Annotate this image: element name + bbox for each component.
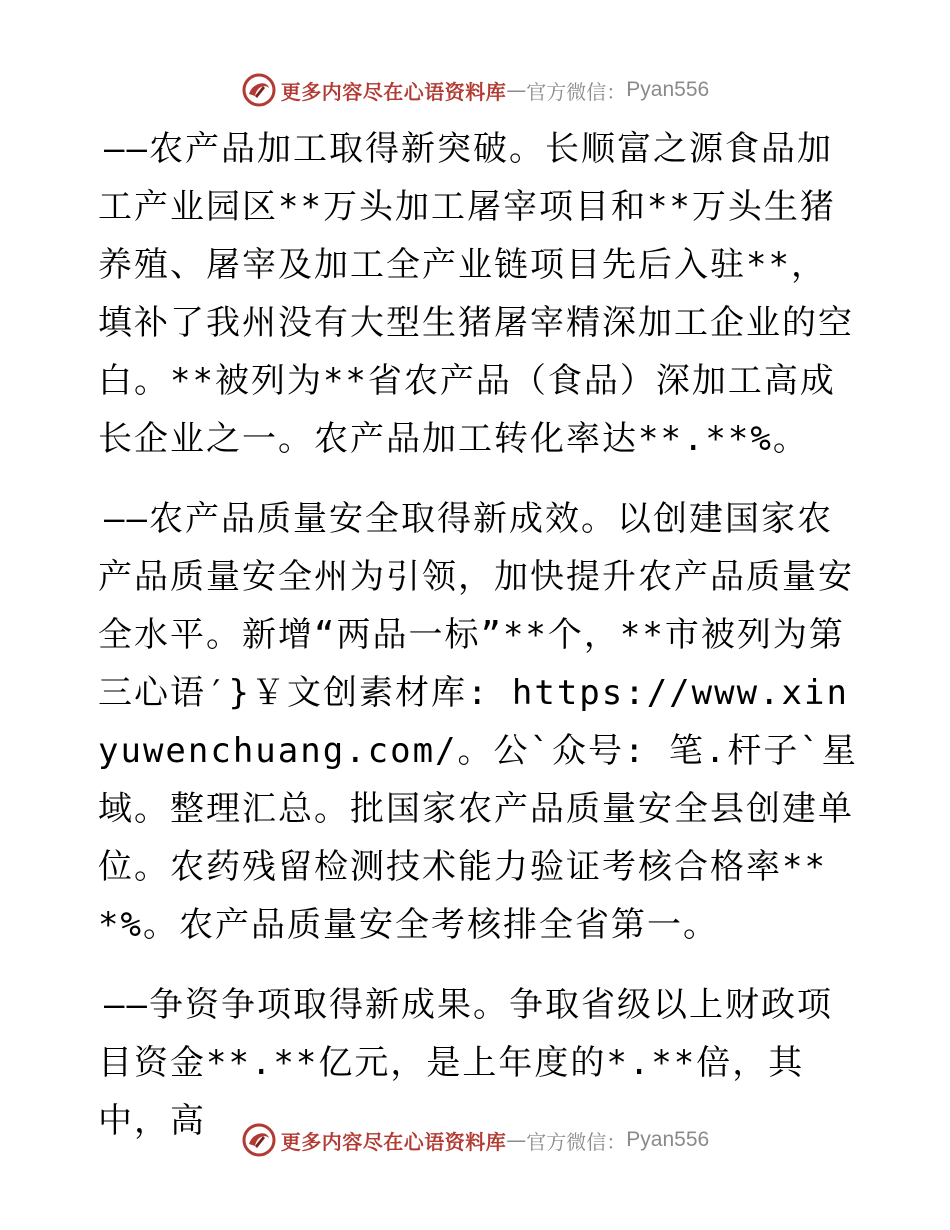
header-banner (0, 70, 950, 110)
header-separator: — (506, 78, 527, 102)
paragraph-quality-safety: ——农产品质量安全取得新成效。以创建国家农产品质量安全州为引领，加快提升农产品质量安全水平。新增“两品一标”**个，**市被列为第三心语′}￥文创素材库: https://www.xinyuwenchuang.com/。公`众号: 笔.杆子`星域。整理汇总。批国家农产品质量安全县创建单位。农药残留检测技术能力验证考核合格率***%。农产品质量安全考核排全省第一。 (98, 499, 858, 945)
header-brand-text: 更多内容尽在心语资料库 (280, 79, 507, 104)
red-swirl-logo-icon (241, 1122, 277, 1158)
document-body (98, 120, 858, 1172)
footer-banner (0, 1120, 950, 1160)
header-wechat-id: Pyan556 (626, 78, 710, 101)
red-swirl-logo-icon (241, 72, 277, 108)
header-wechat-label: 官方微信： (526, 79, 627, 104)
paragraph-funding: ——争资争项取得新成果。争取省级以上财政项目资金**.**亿元，是上年度的*.**倍，其中，高 (98, 985, 833, 1141)
footer-brand-text: 更多内容尽在心语资料库 (280, 1129, 507, 1154)
paragraph-processing: ——农产品加工取得新突破。长顺富之源食品加工产业园区**万头加工屠宰项目和**万头生猪养殖、屠宰及加工全产业链项目先后入驻**，填补了我州没有大型生猪屠宰精深加工企业的空白。**被列为**省农产品（食品）深加工高成长企业之一。农产品加工转化率达**.**%。 (98, 129, 854, 459)
footer-wechat-id: Pyan556 (626, 1128, 710, 1151)
footer-separator: — (506, 1128, 527, 1152)
footer-wechat-label: 官方微信： (526, 1129, 627, 1154)
